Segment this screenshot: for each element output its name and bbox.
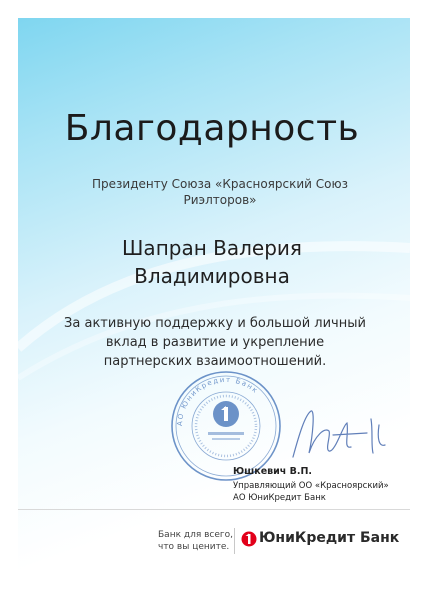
footer-divider — [18, 509, 410, 510]
svg-text:АО ЮниКредит Банк: АО ЮниКредит Банк — [175, 375, 260, 427]
recipient-line-1: Президенту Союза «Красноярский Союз — [92, 177, 348, 191]
signer-name: Юшкевич В.П. — [233, 466, 313, 477]
signer-position-line-1: Управляющий ОО «Красноярский» — [233, 481, 389, 491]
handwritten-signature — [285, 405, 390, 465]
reason-line-2: вклад в развитие и укрепление — [105, 335, 325, 350]
slogan-line-1: Банк для всего, — [158, 530, 234, 540]
bank-logo-text: ЮниКредит Банк — [259, 530, 400, 546]
recipient-name-line-2: Владимировна — [134, 264, 290, 288]
signer-position-line-2: АО ЮниКредит Банк — [233, 493, 326, 503]
slogan-separator — [234, 528, 235, 554]
background-panel — [18, 18, 410, 586]
reason-line-3: партнерских взаимоотношений. — [103, 354, 327, 369]
slogan-line-2: что вы цените. — [158, 542, 230, 552]
reason-line-1: За активную поддержку и большой личный — [64, 316, 366, 331]
certificate-title: Благодарность — [64, 108, 360, 149]
recipient-line-2: Риэлторов» — [183, 193, 257, 207]
unicredit-logo-icon — [241, 531, 257, 547]
recipient-name-line-1: Шапран Валерия — [122, 236, 302, 260]
